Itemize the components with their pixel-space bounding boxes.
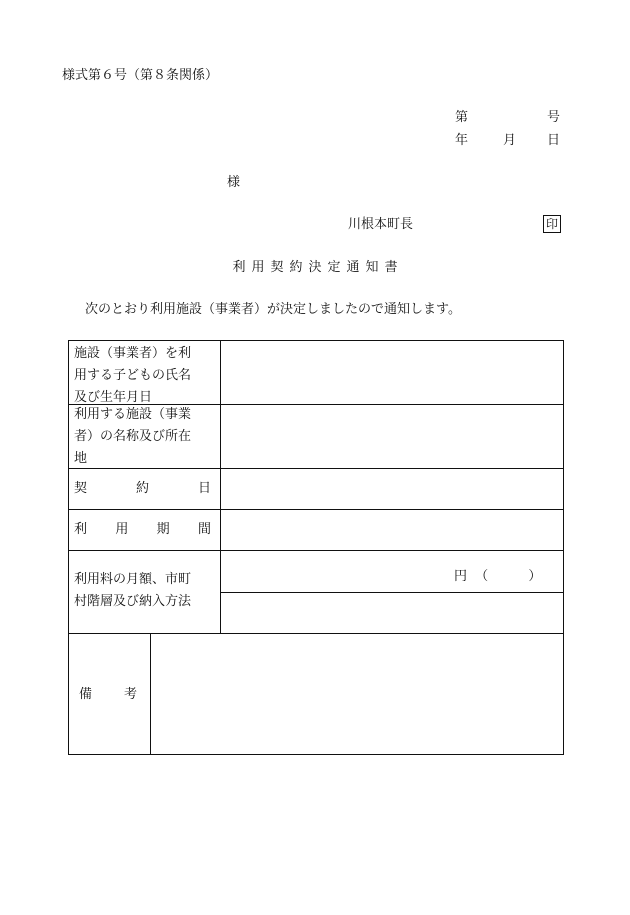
table-row-divider xyxy=(68,633,564,634)
document-number-label: 第 xyxy=(455,110,469,125)
table-column-divider xyxy=(220,340,221,633)
label-char: 考 xyxy=(123,687,137,702)
monthly-fee-yen-line xyxy=(454,565,541,584)
label-monthly-fee xyxy=(74,569,191,613)
date-month-label: 月 xyxy=(503,133,517,148)
table-subrow-divider xyxy=(220,592,564,593)
intro-text: 次のとおり利用施設（事業者）が決定しましたので通知します。 xyxy=(85,302,461,317)
form-number: 様式第６号（第８条関係） xyxy=(62,68,219,83)
label-contract-date xyxy=(74,478,211,500)
issuer-name: 川根本町長 xyxy=(348,217,414,232)
table-row-divider xyxy=(68,550,564,551)
label-char: 日 xyxy=(197,481,211,496)
table-row-divider xyxy=(68,509,564,510)
label-child-name-birthdate xyxy=(74,343,191,409)
label-line: 施設（事業者）を利 xyxy=(74,346,192,361)
addressee-honorific: 様 xyxy=(227,175,241,190)
label-line: 者）の名称及び所在 xyxy=(74,429,192,444)
date-day-label: 日 xyxy=(547,133,561,148)
document-title: 利用契約決定通知書 xyxy=(232,260,404,275)
label-char: 用 xyxy=(115,522,129,537)
seal-mark: 印 xyxy=(543,215,561,233)
document-number-suffix: 号 xyxy=(547,110,561,125)
label-char: 約 xyxy=(135,481,149,496)
label-char: 契 xyxy=(74,481,88,496)
label-line: 利用料の月額、市町 xyxy=(74,572,192,587)
yen-unit: 円 xyxy=(454,569,468,584)
paren-close: ） xyxy=(528,569,542,584)
label-line: 及び生年月日 xyxy=(74,390,153,405)
label-usage-period xyxy=(74,519,211,541)
label-char: 利 xyxy=(74,522,88,537)
label-char: 期 xyxy=(156,522,170,537)
remarks-column-divider xyxy=(150,633,151,755)
label-remarks xyxy=(79,684,137,706)
label-line: 利用する施設（事業 xyxy=(74,407,192,422)
label-line: 地 xyxy=(74,451,88,466)
paren-open: （ xyxy=(475,569,489,584)
date-year-label: 年 xyxy=(455,133,469,148)
label-line: 用する子どもの氏名 xyxy=(74,368,192,383)
label-facility-name-address xyxy=(74,404,191,470)
label-char: 備 xyxy=(79,687,93,702)
label-char: 間 xyxy=(197,522,211,537)
label-line: 村階層及び納入方法 xyxy=(74,594,192,609)
